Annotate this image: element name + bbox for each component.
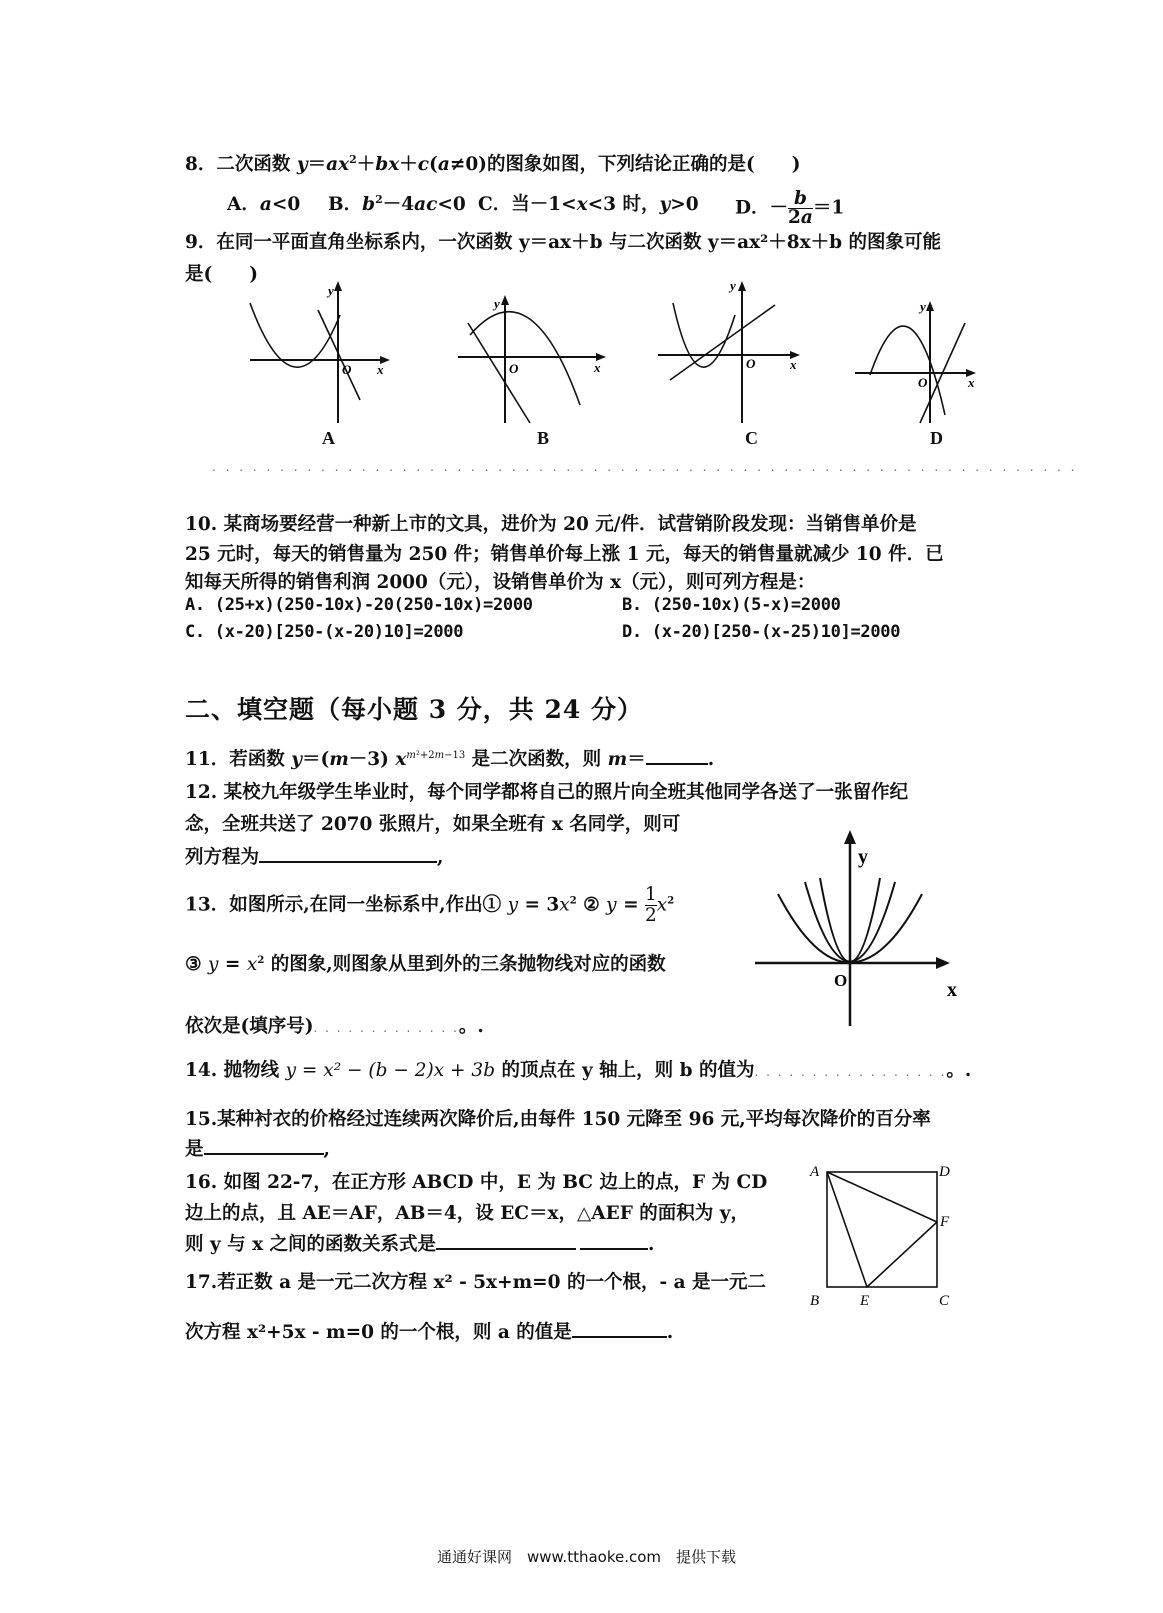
section-title: 二、填空题（每小题 3 分，共 24 分）: [185, 695, 644, 724]
q13-y-label: y: [858, 846, 868, 868]
q15-line2: 是 ,: [185, 1135, 330, 1161]
q12-line3: 列方程为 ,: [185, 843, 443, 869]
q8-stem: 8．二次函数 $y=ax^2+bx+c(a\ne 0)$的图象如图，下列结论正确的是( ): [185, 152, 801, 175]
q11-text: 11．若函数 y＝(m－3) $x^{m^2+2m-13}$ 是二次函数，则 m＝ .: [185, 745, 714, 771]
svg-text:x: x: [594, 360, 601, 375]
svg-text:x: x: [377, 362, 384, 377]
q15-line1: 15.某种衬衣的价格经过连续两次降价后,由每件 150 元降至 96 元,平均每次降价的百分率: [185, 1109, 931, 1130]
q12-line1: 12. 某校九年级学生毕业时，每个同学都将自己的照片向全班其他同学各送了一张留作纪: [185, 782, 909, 803]
q13-line2: ③ $y = x^2$ 的图象,则图象从里到外的三条抛物线对应的函数: [185, 954, 666, 975]
svg-text:B: B: [810, 1293, 820, 1309]
svg-text:D: D: [939, 1164, 950, 1180]
q16-line1: 16. 如图 22-7，在正方形 ABCD 中，E 为 BC 边上的点，F 为 CD: [185, 1172, 768, 1193]
svg-text:x: x: [790, 357, 797, 372]
svg-text:O: O: [342, 362, 352, 377]
q10-option-c: C. (x-20)[250-(x-20)10]=2000: [185, 622, 464, 642]
svg-text:A: A: [810, 1164, 820, 1180]
q8-option-b: B．$b^2-4ac<0$: [328, 192, 466, 215]
q10-line2: 25 元时，每天的销售量为 250 件；销售单价每上涨 1 元，每天的销售量就减少 10 件．已: [185, 544, 944, 565]
footer-text: 通通好课网 www.tthaoke.com 提供下载: [437, 1548, 737, 1566]
q9-graphs: [230, 275, 1000, 425]
svg-text:y: y: [730, 278, 736, 293]
q16-graph: [805, 1160, 955, 1320]
svg-text:x: x: [968, 375, 975, 390]
q13-graph: [750, 826, 980, 1031]
q9-graph-d: [855, 299, 976, 423]
q10-option-a: A. (25+x)(250-10x)-20(250-10x)=2000: [185, 595, 533, 615]
svg-text:y: y: [494, 296, 500, 311]
svg-text:y: y: [920, 299, 926, 314]
q10-line3: 知每天所得的销售利润 2000（元），设销售单价为 x（元），则可列方程是：: [185, 572, 816, 593]
q13-x-label: x: [947, 979, 957, 1001]
svg-text:O: O: [509, 361, 519, 376]
svg-text:O: O: [918, 375, 928, 390]
q9-label-d: D: [930, 428, 943, 448]
q12-line2: 念，全班共送了 2070 张照片，如果全班有 x 名同学，则可: [185, 814, 681, 835]
q13-line1: 13．如图所示,在同一坐标系中,作出① $y = 3x^2$ ② y = 1 $2x^2$: [185, 884, 675, 926]
q14-text: 14. 抛物线 y = x² − (b − 2)x + 3b 的顶点在 y 轴上，则 b 的值为. . . . . . . . . . . . . . . . .。.: [185, 1060, 972, 1081]
q8-option-c: C．当－1<x<3 时，y>0: [478, 194, 699, 215]
q17-line1: 17.若正数 a 是一元二次方程 x² - 5x+m=0 的一个根，- a 是一元二: [185, 1272, 767, 1293]
q9-graph-a: [250, 281, 390, 423]
q10-option-d: D. (x-20)[250-(x-25)10]=2000: [622, 622, 901, 642]
svg-text:C: C: [939, 1293, 950, 1309]
svg-text:F: F: [940, 1214, 950, 1230]
svg-text:O: O: [746, 356, 756, 371]
dotted-divider: . . . . . . . . . . . . . . . . . . . . . . . . . . . . . . . . . . . . . . . . . . . . . . . . . . . . . . . . . . . . . . . .: [212, 460, 1078, 474]
q9-graph-b: [458, 295, 606, 423]
q10-option-b: B. (250-10x)(5-x)=2000: [622, 595, 841, 615]
q9-stem-line2: 是( ): [185, 264, 259, 285]
q9-graph-c: [658, 278, 800, 423]
svg-text:y: y: [328, 283, 334, 298]
q13-origin: O: [834, 971, 848, 990]
q9-stem-line1: 9．在同一平面直角坐标系内，一次函数 y＝ax＋b 与二次函数 y＝ax²＋8x＋b 的图象可能: [185, 232, 942, 253]
q16-line3: 则 y 与 x 之间的函数关系式是 .: [185, 1230, 655, 1256]
q17-line2: 次方程 x²+5x - m=0 的一个根，则 a 的值是 .: [185, 1318, 673, 1344]
q8-option-d: D．$-\frac{b}{2a}=1$: [735, 188, 845, 228]
q8-option-a: A．a<0: [227, 194, 301, 215]
q10-line1: 10. 某商场要经营一种新上市的文具，进价为 20 元/件．试营销阶段发现：当销售单价是: [185, 514, 917, 535]
q9-label-c: C: [745, 428, 758, 448]
svg-text:E: E: [860, 1293, 870, 1309]
q9-label-a: A: [322, 428, 335, 448]
q9-label-b: B: [537, 428, 550, 448]
q16-line2: 边上的点，且 AE＝AF，AB＝4，设 EC＝x，△AEF 的面积为 y，: [185, 1203, 749, 1224]
q13-line3: 依次是(填序号). . . . . . . . . . . . .。.: [185, 1016, 484, 1037]
